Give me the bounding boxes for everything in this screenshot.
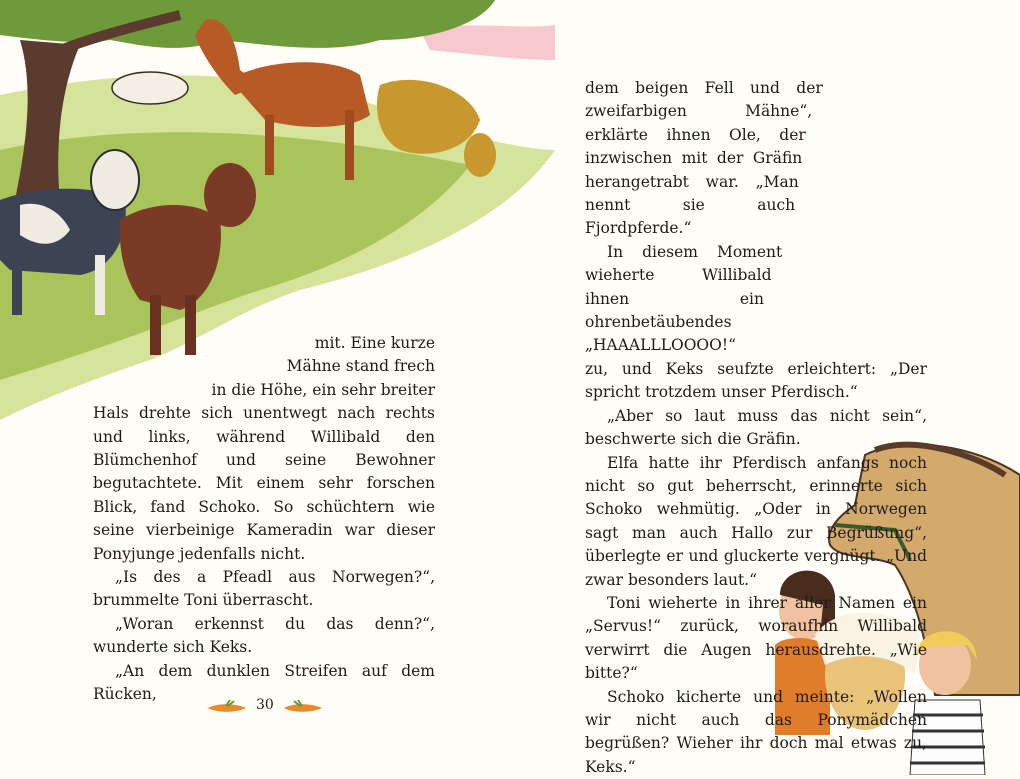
right-paragraph-3: „Aber so laut muss das nicht sein“, beschwerte sich die Gräfin. (585, 406, 927, 449)
carrot-ornament-right-icon (282, 700, 324, 716)
right-paragraph-4: Elfa hatte ihr Pferdisch anfangs noch nicht so gut beherrscht, erinnerte sich Schoko wehmütig. „Oder in Norwegen sagt man auch Hallo zur Begrüßung“, überlegte er und gluckerte vergnügt. „Und zwar besonders laut.“ (585, 453, 927, 589)
right-paragraph-5: Toni wieherte in ihrer aller Namen ein „Servus!“ zurück, woraufhin Willibald verwirrt die Augen herausdrehte. „Wie bitte?“ (585, 593, 927, 683)
right-paragraph-6: Schoko kicherte und meinte: „Wollen wir nicht auch das Ponymädchen begrüßen? Wieher ihr doch mal etwas zu, Keks.“ (585, 687, 927, 776)
page-number (206, 696, 326, 718)
left-paragraph-3: „Woran erkennst du das denn?“, wunderte sich Keks. (93, 614, 435, 657)
right-page-text (585, 77, 927, 779)
left-page (0, 0, 510, 775)
right-page (510, 0, 1020, 775)
left-line-3: in die Höhe, ein sehr breiter (211, 380, 435, 399)
left-paragraph-4: „An dem dunklen Streifen auf dem Rücken, (93, 661, 435, 704)
left-line-2: Mähne stand frech (286, 357, 435, 376)
page-number-text: 30 (256, 697, 274, 713)
carrot-ornament-left-icon (206, 700, 248, 716)
right-paragraph-1: dem beigen Fell und der zweifarbigen Mähne“, erklärte ihnen Ole, der inzwischen mit der Gräfin herangetrabt war. „Man nennt sie auch Fjordpferde.“ (585, 79, 823, 238)
left-paragraph-1: Hals drehte sich unentwegt nach rechts und links, während Willibald den Blümchenhof und seine Bewohner begutachtete. Mit einem sehr forschen Blick, fand Schoko. So schüchtern wie seine vierbeinige Kameradin war dieser Ponyjunge jedenfalls nicht. (93, 404, 435, 563)
right-paragraph-2: In diesem Moment wieherte Willibald ihnen ein ohrenbetäubendes „HAAALLLOOOO!“ zu, und Keks seufzte erleichtert: „Der spricht trotzdem unser Pferdisch.“ (585, 242, 927, 402)
left-line-1: mit. Eine kurze (314, 334, 435, 352)
left-page-text (93, 332, 435, 707)
left-paragraph-2: „Is des a Pfeadl aus Norwegen?“, brummelte Toni überrascht. (93, 568, 435, 610)
